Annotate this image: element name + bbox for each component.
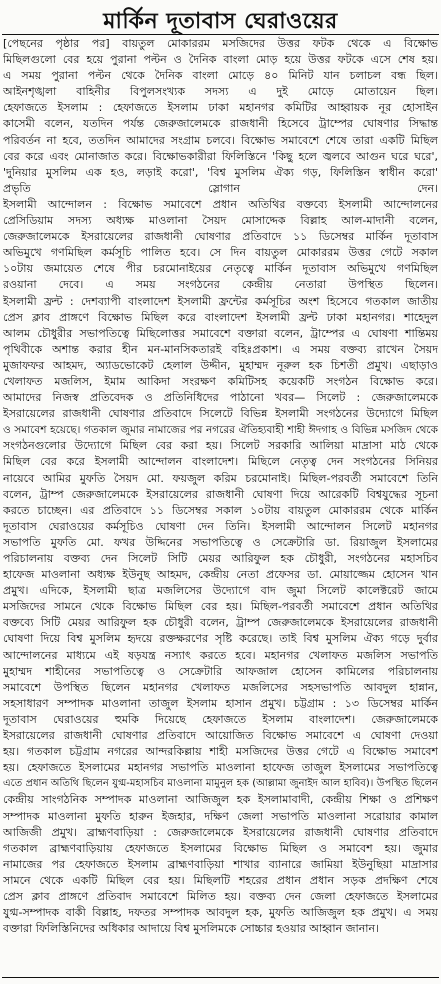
article-line: সংগঠনগুলোর উদ্যোগে মিছিল বের করা হয়। সিলেট সরকারি আলিয়া মাদ্রাসা মাঠ থেকে bbox=[3, 439, 438, 453]
article-line: প্রমুখ। এদিকে, ইসলামী ছাত্র মজলিসের উদ্যোগে বাদ জুমা সিলেট কালেক্টরেট জামে bbox=[3, 584, 438, 598]
article-line: কেন্দ্রীয় সাংগঠনিক সম্পাদক মাওলানা আজিজুল হক ইসলামাবাদী, কেন্দ্রীয় শিক্ষা ও প্রশিক্ষণ bbox=[3, 793, 438, 807]
article-line: প্রভৃতি স্লোগান দেন। bbox=[3, 181, 438, 195]
article-line: প্রেস ক্লাব প্রাঙ্গণে প্রতিবাদ সমাবেশে মিলিত হয়। বক্তব্য দেন জেলা হেফাজতে ইসলামের bbox=[3, 889, 438, 903]
article-line: আলম চৌধুরীর সভাপতিত্বে মিছিলোত্তর সমাবেশে বক্তারা বলেন, ট্রাম্পের এ ঘোষণা শান্তিময় bbox=[3, 326, 438, 340]
article-line: এতে প্রধান অতিথি ছিলেন যুগ্ম-মহাসচিব মাওলানা মামুনুল হক (আল্লামা জুনাইদ আল হাবিব)। উপস্থিত ছিলেন bbox=[3, 778, 438, 790]
article-line: ও সমাবেশ হয়েছে। গতকাল জুমার নামাজের পর নগরের ঐতিহ্যবাহী শাহী ঈদগাহ ও বিভিন্ন মসজিদ থেকে bbox=[3, 424, 438, 437]
article-line: পৃথিবীকে অশান্ত করার হীন মন-মানসিকতারই বহিঃপ্রকাশ। এ সময় বক্তব্য রাখেন সৈয়দ bbox=[3, 342, 438, 356]
article-line: বক্তব্যে সিটি মেয়র আরিফুল হক চৌধুরী বলেন, ট্রাম্প জেরুজালেমকে ইসরায়েলের রাজধানী bbox=[3, 616, 438, 630]
article-line: 'দুনিয়ার মুসলিম এক হও, লড়াই করো', 'বিশ্ব মুসলিম ঐক্য গড়, ফিলিস্তিন স্বাধীন করো' bbox=[3, 165, 438, 179]
article-line: যুগ্ম-সম্পাদক বাকী বিল্লাহ, দফতর সম্পাদক আবদুল হক, মুফতি আজিজুল হক প্রমুখ। এ সময় bbox=[3, 906, 438, 920]
article-line: ১০টায় জমায়েত শেষে পীর চরমোনাইয়ের নেতৃত্বে মার্কিন দূতাবাস অভিমুখে গণমিছিল bbox=[3, 262, 438, 276]
article-line: ইসরায়েলের রাজধানী ঘোষণার প্রতিবাদে আয়োজিত বিক্ষোভ সমাবেশে এ ঘোষণা দেওয়া bbox=[3, 729, 438, 743]
article-line: ইসলামী ফ্রন্ট : দেশব্যাপী বাংলাদেশ ইসলামী ফ্রন্টের কর্মসূচির অংশ হিসেবে গতকাল জাতীয় bbox=[3, 294, 438, 308]
article-line: হেফাজতে ইসলাম : হেফাজতে ইসলাম ঢাকা মহানগর কমিটির আহ্বায়ক নূর হোসাইন bbox=[3, 101, 438, 115]
article-line: ঘোষণা দিয়ে বিশ্ব মুসলিম হৃদয়ে রক্তক্ষরণের সৃষ্টি করেছে। তাই বিশ্ব মুসলিম ঐক্য গড়ে দুর্বার bbox=[3, 632, 438, 646]
article-line: পরিবর্তন না হবে, ততদিন আমাদের সংগ্রাম চলবে। বিক্ষোভ সমাবেশে শেষে তারা একটি মিছিল bbox=[3, 133, 438, 147]
article-line: এ সময় পুরানা পল্টন থেকে দৈনিক বাংলা মোড়ে ৪০ মিনিট যান চলাচল বন্ধ ছিল। bbox=[3, 69, 438, 83]
article-headline: মার্কিন দূতাবাস ঘেরাওয়ের bbox=[103, 8, 338, 34]
article-line: আন্দোলনের মাধ্যমে এই ষড়যন্ত্র নস্যাৎ করতে হবে। মহানগর খেলাফত মজলিস সভাপতি bbox=[3, 648, 438, 662]
article-line: সহসাধারণ সম্পাদক মাওলানা তাজুল ইসলাম হাসান প্রমুখ। চট্টগ্রাম : ১৩ ডিসেম্বর মার্কিন bbox=[3, 696, 438, 710]
article-line: মসজিদের সামনে থেকে বিক্ষোভ মিছিল বের হয়। মিছিল-পরবর্তী সমাবেশে প্রধান অতিথির bbox=[3, 600, 438, 614]
article-line: মিছিল বের করে ইসলামী আন্দোলন বাংলাদেশ। মিছিলে নেতৃত্ব দেন সংগঠনের সিনিয়র bbox=[3, 455, 438, 469]
article-line: খেলাফত মজলিস, ইমাম আকিদা সংরক্ষণ কমিটিসহ কয়েকটি সংগঠন বিক্ষোভ করে। bbox=[3, 374, 438, 388]
article-line: পরিচালনায় বক্তব্য দেন সিলেট সিটি মেয়র আরিফুল হক চৌধুরী, সংগঠনের মহাসচিব bbox=[3, 552, 438, 565]
article-line: বের করে এবং মোনাজাত করে। বিক্ষোভকারীরা ফিলিস্তিনে 'কিছু হলে জ্বলবে আগুন ঘরে ঘরে', bbox=[3, 149, 438, 163]
article-line: হয়। হেফাজতে ইসলামের মহানগর সভাপতি মাওলানা হাফেজ তাজুল ইসলামের সভাপতিত্বে bbox=[3, 761, 438, 775]
article-line: [পেছনের পৃষ্ঠার পর] বায়তুল মোকাররম মসজিদের উত্তর ফটক থেকে এ বিক্ষোভ bbox=[3, 37, 438, 50]
headline-rule bbox=[2, 34, 439, 35]
article-line: সম্পাদক মাওলানা মুফতি হারুন ইজহার, দক্ষিণ জেলা সভাপতি মাওলানা সরোয়ার কামাল bbox=[3, 809, 438, 823]
article-line: মুহাম্মদ শাহীনের সভাপতিত্বে ও সেক্রেটারি আফজাল হোসেন কামিলের পরিচালনায় bbox=[3, 664, 438, 678]
article-line: প্রেস ক্লাব প্রাঙ্গণে বিক্ষোভ মিছিল করে বাংলাদেশ ইসলামী ফ্রন্ট ঢাকা মহানগর। শাহেদুল bbox=[3, 310, 438, 324]
article-line: নায়েবে আমির মুফতি সৈয়দ মো. ফয়জুল করিম চরমোনাই। মিছিল-পরবর্তী সমাবেশে তিনি bbox=[3, 471, 438, 485]
article-line: সামনে থেকে একটি মিছিল বের হয়। মিছিলটি শহরের প্রধান প্রধান সড়ক প্রদক্ষিণ শেষে bbox=[3, 873, 438, 887]
article-line: দূতাবাস ঘেরাওয়ের কর্মসূচিও ঘোষণা দেন তিনি। ইসলামী আন্দোলন সিলেট মহানগর bbox=[3, 519, 438, 533]
article-line: জেরুজালেমকে ইসরায়েলের রাজধানী ঘোষণার প্রতিবাদে ১১ ডিসেম্বর মার্কিন দূতাবাস bbox=[3, 230, 438, 244]
article-line: সভাপতি মুফতি মো. ফখর উদ্দিনের সভাপতিত্বে ও সেক্রেটারি ডা. রিয়াজুল ইসলামের bbox=[3, 535, 438, 549]
article-line: করতে চাচ্ছেন। এর প্রতিবাদে ১১ ডিসেম্বর সকাল ১০টায় বায়তুল মোকাররম থেকে মার্কিন bbox=[3, 503, 438, 517]
article-line: সমাবেশে উপস্থিত ছিলেন মহানগর খেলাফত মজলিসের সহসভাপতি আবদুল হান্নান, bbox=[3, 680, 438, 694]
article-line: বলেন, ট্রাম্প জেরুজালেমকে ইসরায়েলের রাজধানী ঘোষণা দিয়ে আরেকটি বিশ্বযুদ্ধের সূচনা bbox=[3, 487, 438, 501]
article-line: নামাজের পর হেফাজতে ইসলাম ব্রাহ্মণবাড়িয়া শাখার ব্যানারে জামিয়া ইউনুছিয়া মাদ্রাসার bbox=[3, 857, 438, 871]
article-line: মিছিলগুলো বের হয়ে পুরানা পল্টন ও দৈনিক বাংলা মোড় হয়ে উত্তর ফটকে এসে শেষ হয়। bbox=[3, 53, 438, 67]
article-line: রওয়ানা দেবে। এ সময় সংগঠনের কেন্দ্রীয় নেতারা উপস্থিত ছিলেন। bbox=[3, 278, 438, 292]
article-line: দূতাবাস ঘেরাওয়ের হুমকি দিয়েছে হেফাজতে ইসলাম বাংলাদেশ। জেরুজালেমকে bbox=[3, 712, 438, 726]
article-line: হয়। গতকাল চট্টগ্রাম নগরের আন্দরকিল্লায় শাহী মসজিদের উত্তর গেটে এ বিক্ষোভ সমাবেশ bbox=[3, 745, 438, 759]
article-line: আমাদের নিজস্ব প্রতিবেদক ও প্রতিনিধিদের পাঠানো খবর— সিলেট : জেরুজালেমকে bbox=[3, 391, 438, 405]
article-line: কাসেমী বলেন, যতদিন পর্যন্ত জেরুজালেমকে রাজধানী হিসেবে ট্রাম্পের ঘোষণার সিদ্ধান্ত bbox=[3, 117, 438, 131]
article-line: ইসরায়েলের রাজধানী ঘোষণার প্রতিবাদে সিলেটে বিভিন্ন ইসলামী সংগঠনের উদ্যোগে মিছিল bbox=[3, 407, 438, 421]
bottom-rule bbox=[2, 977, 439, 978]
article-line: গতকাল ব্রাহ্মণবাড়িয়ায় হেফাজতে ইসলামের বিক্ষোভ মিছিল ও সমাবেশ হয়। জুমার bbox=[3, 841, 438, 855]
article-line: আইনশৃঙ্খলা বাহিনীর বিপুলসংখ্যক সদস্য এ দুই মোড়ে মোতায়েন ছিল। bbox=[3, 85, 438, 99]
article-line: অভিমুখে গণমিছিল কর্মসূচি পালিত হবে। সে দিন বায়তুল মোকাররম উত্তর গেটে সকাল bbox=[3, 246, 438, 260]
article-line: মুজাফফর আহমদ, অ্যাডভোকেট হেলাল উদ্দীন, মুহাম্মদ নূরুল হক চিশতী প্রমুখ। এছাড়াও bbox=[3, 358, 438, 372]
article-body bbox=[3, 36, 438, 976]
article-line: হাফেজ মাওলানা অধ্যক্ষ ইউনুছ আহমদ, কেন্দ্রীয় নেতা প্রফেসর ডা. মোয়াজ্জেম হোসেন খান bbox=[3, 568, 438, 582]
article-line: প্রেসিডিয়াম সদস্য অধ্যক্ষ মাওলানা সৈয়দ মোসাদ্দেক বিল্লাহ আল-মাদানী বলেন, bbox=[3, 214, 438, 228]
article-line: আজিজী প্রমুখ। ব্রাহ্মণবাড়িয়া : জেরুজালেমকে ইসরায়েলের রাজধানী ঘোষণার প্রতিবাদে bbox=[3, 825, 438, 839]
article-line: ইসলামী আন্দোলন : বিক্ষোভ সমাবেশে প্রধান অতিথির বক্তব্যে ইসলামী আন্দোলনের bbox=[3, 197, 438, 211]
article-line: বক্তারা ফিলিস্তিনিদের অধিকার আদায়ে বিশ্ব মুসলিমকে সোচ্চার হওয়ার আহ্বান জানান। bbox=[3, 922, 379, 936]
